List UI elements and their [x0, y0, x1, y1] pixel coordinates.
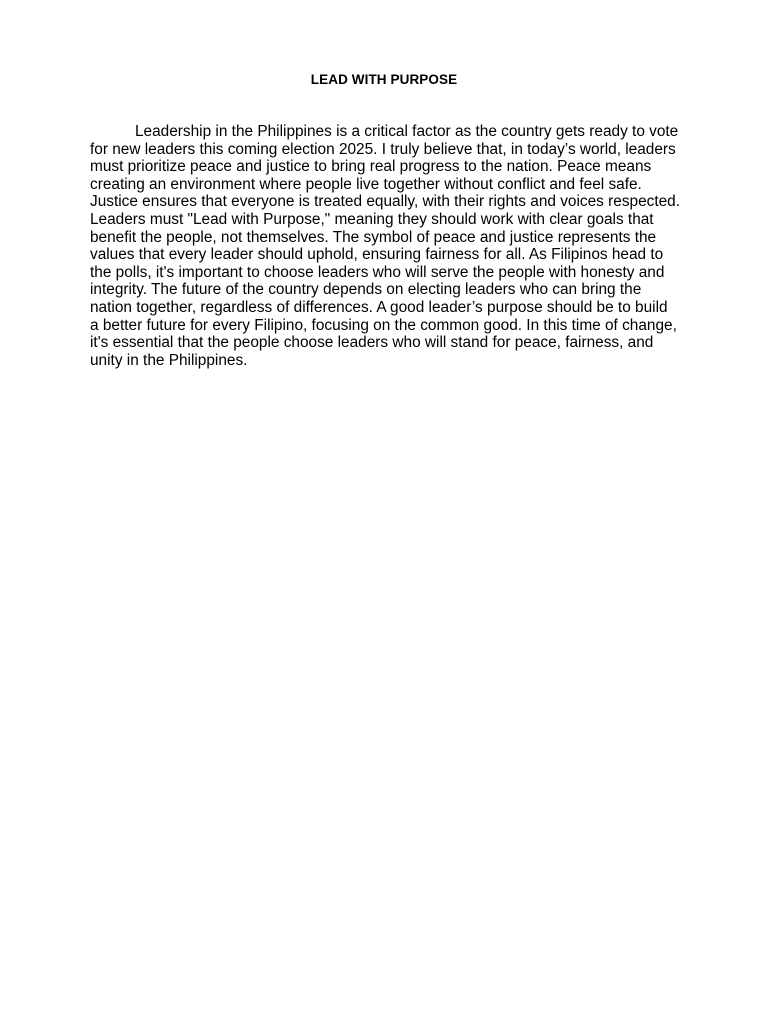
document-title: LEAD WITH PURPOSE: [310, 72, 458, 87]
document-body-paragraph: Leadership in the Philippines is a critical factor as the country gets ready to vote for new leaders this coming election 2025. I truly believe that, in today’s world, leaders must prioritize peace and justice to bring real progress to the nation. Peace means creating an environment where people live together without conflict and feel safe. Justice ensures that everyone is treated equally, with their rights and voices respected. Leaders must "Lead with Purpose," meaning they should work with clear goals that benefit the people, not themselves. The symbol of peace and justice represents the values that every leader should uphold, ensuring fairness for all. As Filipinos head to the polls, it's important to choose leaders who will serve the people with honesty and integrity. The future of the country depends on electing leaders who can bring the nation together, regardless of differences. A good leader’s purpose should be to build a better future for every Filipino, focusing on the common good. In this time of change, it's essential that the people choose leaders who will stand for peace, fairness, and unity in the Philippines.: [90, 123, 680, 369]
